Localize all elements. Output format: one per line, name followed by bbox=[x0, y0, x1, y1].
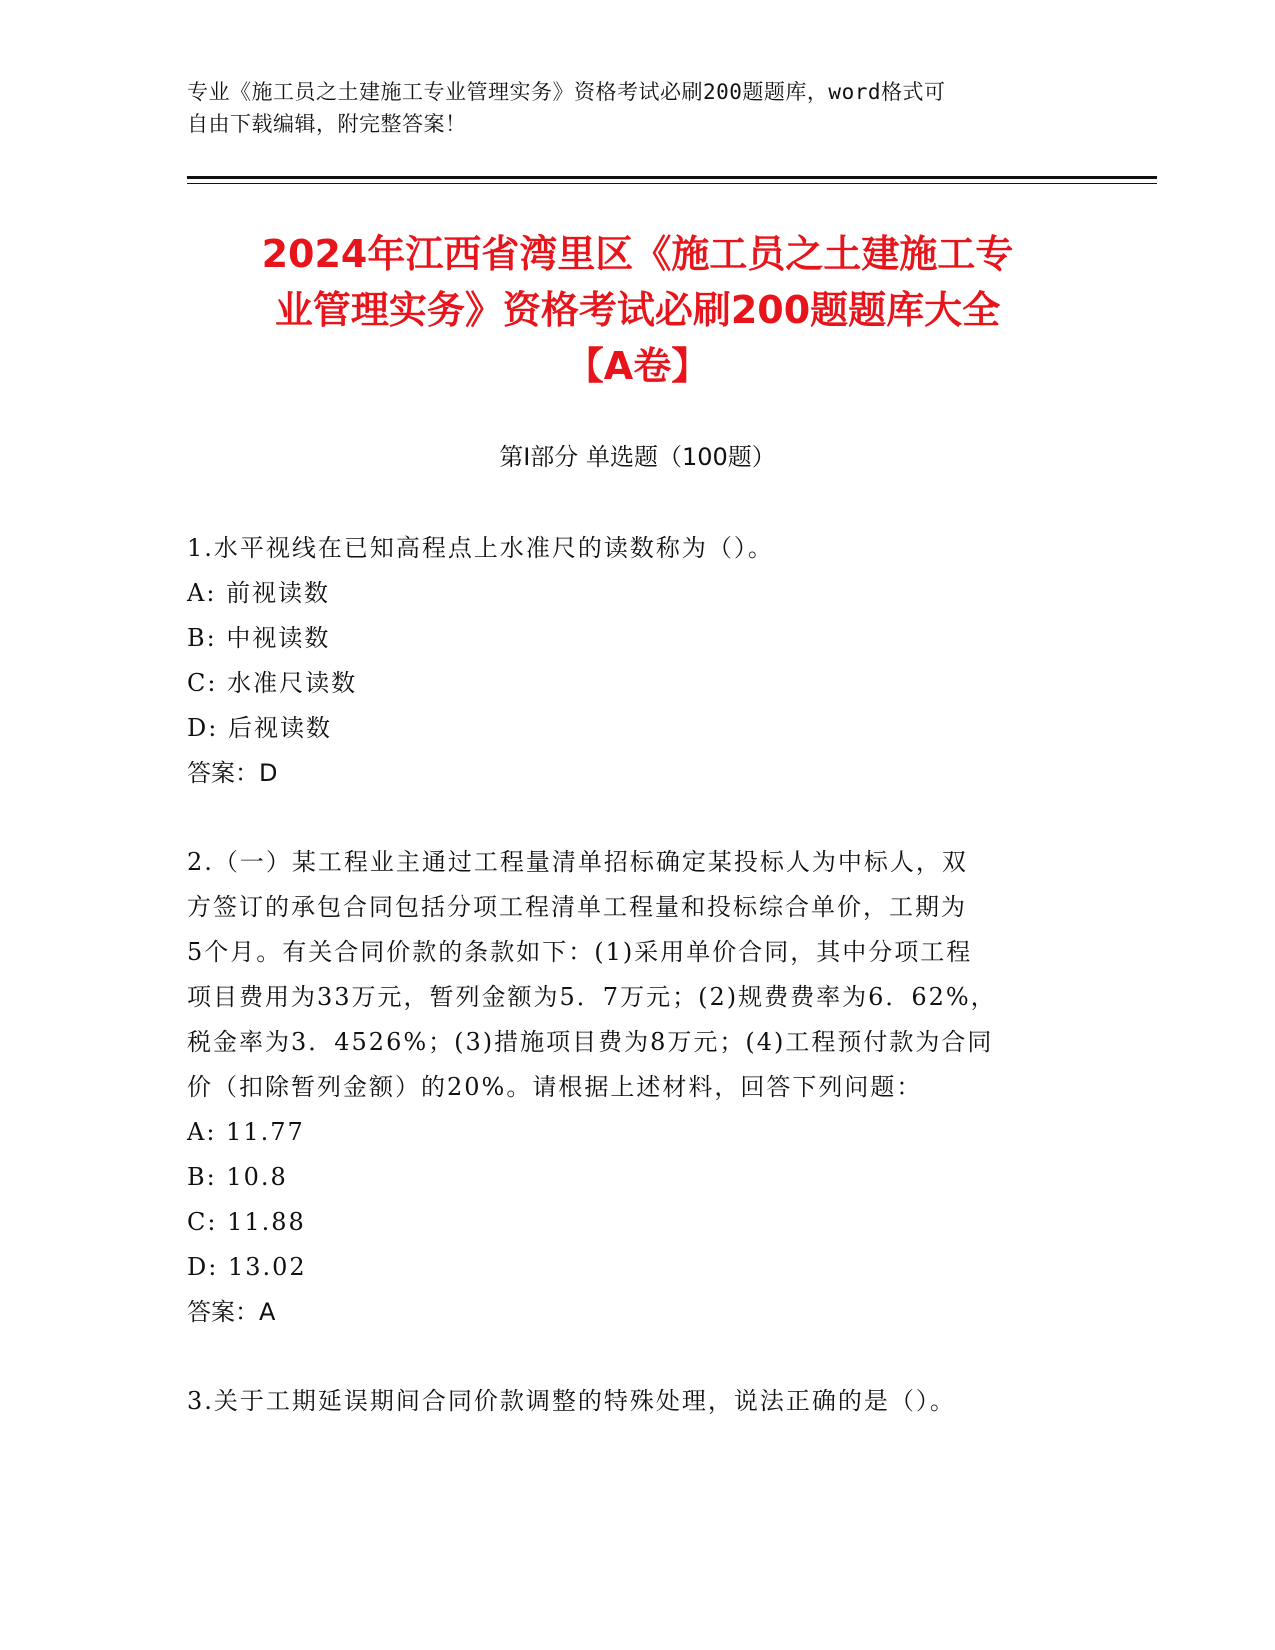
question-3 bbox=[187, 1379, 1067, 1424]
question-stem-line: 方签订的承包合同包括分项工程清单工程量和投标综合单价，工期为 bbox=[187, 893, 967, 921]
question-2 bbox=[187, 840, 1067, 1335]
answer: 答案：D bbox=[187, 759, 278, 787]
document-title-line-1: 2024年江西省湾里区《施工员之土建施工专 bbox=[261, 232, 1014, 276]
question-stem-line: 2.（一）某工程业主通过工程量清单招标确定某投标人为中标人，双 bbox=[187, 848, 968, 876]
question-stem-line: 项目费用为33万元，暂列金额为5．7万元；(2)规费费率为6．62%， bbox=[187, 983, 997, 1011]
header-note bbox=[187, 76, 1087, 140]
header-divider-thin bbox=[187, 183, 1157, 184]
question-stem-line: 3.关于工期延误期间合同价款调整的特殊处理，说法正确的是（）。 bbox=[187, 1387, 956, 1415]
document-title bbox=[160, 226, 1115, 394]
header-note-line-2: 自由下载编辑，附完整答案！ bbox=[187, 112, 467, 136]
document-title-line-3: 【A卷】 bbox=[565, 344, 710, 388]
question-stem-line: 价（扣除暂列金额）的20%。请根据上述材料，回答下列问题： bbox=[187, 1073, 923, 1101]
question-list bbox=[187, 526, 1067, 1468]
option-b: B: 10.8 bbox=[187, 1163, 288, 1191]
question-stem-line: 1.水平视线在已知高程点上水准尺的读数称为（）。 bbox=[187, 534, 774, 562]
option-d: D: 后视读数 bbox=[187, 714, 332, 742]
section-title: 第Ⅰ部分 单选题（100题） bbox=[499, 443, 776, 471]
question-1 bbox=[187, 526, 1067, 796]
answer: 答案：A bbox=[187, 1298, 276, 1326]
header-note-line-1: 专业《施工员之土建施工专业管理实务》资格考试必刷200题题库，word格式可 bbox=[187, 80, 946, 104]
question-stem-line: 税金率为3．4526%；(3)措施项目费为8万元；(4)工程预付款为合同 bbox=[187, 1028, 994, 1056]
option-c: C: 11.88 bbox=[187, 1208, 306, 1236]
option-c: C: 水准尺读数 bbox=[187, 669, 358, 697]
header-divider-thick bbox=[187, 176, 1157, 179]
option-b: B: 中视读数 bbox=[187, 624, 331, 652]
question-stem-line: 5个月。有关合同价款的条款如下：(1)采用单价合同，其中分项工程 bbox=[187, 938, 973, 966]
option-a: A: 11.77 bbox=[187, 1118, 305, 1146]
document-title-line-2: 业管理实务》资格考试必刷200题题库大全 bbox=[274, 288, 1001, 332]
option-a: A: 前视读数 bbox=[187, 579, 331, 607]
option-d: D: 13.02 bbox=[187, 1253, 307, 1281]
